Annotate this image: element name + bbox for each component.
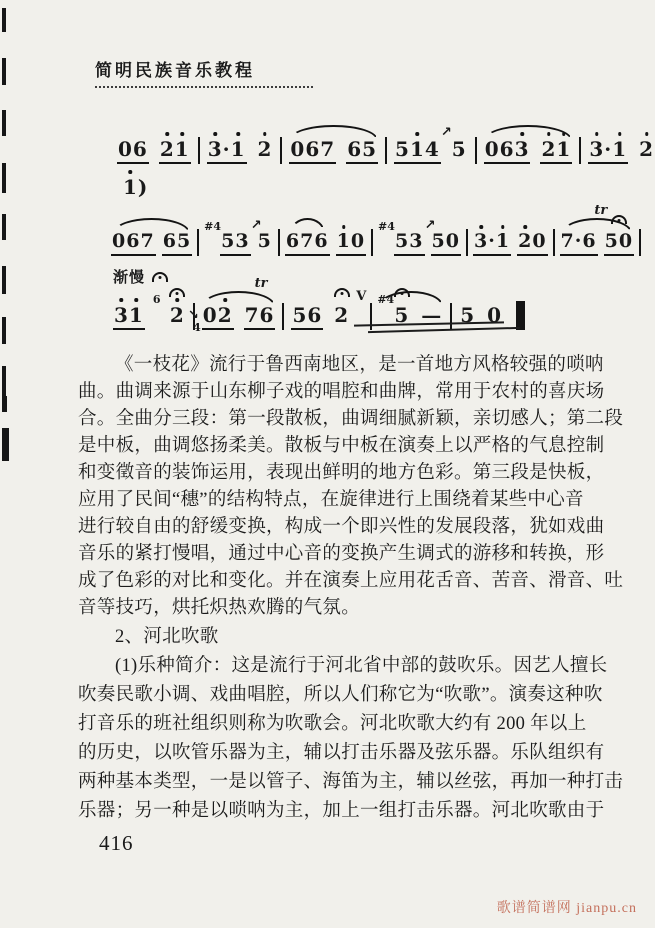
tempo-label: 渐慢 <box>113 270 146 286</box>
paragraph-line: 曲。曲调来源于山东柳子戏的唱腔和曲牌，常用于农村的喜庆场 <box>78 382 605 402</box>
note: 5 <box>460 303 476 327</box>
note: 3 · 1 <box>207 139 247 164</box>
watermark: 歌谱简谱网 jianpu.cn <box>496 901 637 916</box>
barline <box>282 303 284 330</box>
note-group <box>108 232 195 256</box>
grace-note: 6 <box>152 293 161 306</box>
note: 6 5 <box>346 139 378 164</box>
paragraph-line: 应用了民间“穗”的结构特点，在旋律进行上围绕着某些中心音 <box>78 490 584 510</box>
paragraph-line: (1)乐种简介：这是流行于河北省中部的鼓吹乐。因艺人擅长 <box>115 656 608 676</box>
binding-mark <box>2 366 6 396</box>
note: 0 6 3 <box>484 139 531 164</box>
note: 3 1 <box>113 305 145 330</box>
grace-note: #4 <box>377 293 395 306</box>
slide-up-arrow-icon: ↗ <box>250 218 263 234</box>
trill-mark: tr <box>594 203 608 219</box>
book-title: 简明民族音乐教程 <box>95 61 255 80</box>
note: 5 0 <box>604 232 634 256</box>
fermata-icon <box>169 288 185 297</box>
note: 7 6 tr <box>244 305 276 330</box>
note: 2 6 ↘ 4 <box>169 305 186 330</box>
note: 5 3 #4 ↗ <box>394 232 424 256</box>
fermata-icon <box>152 272 168 282</box>
note: 1 ) <box>123 175 149 199</box>
barline <box>579 137 581 164</box>
note: 0 6 7 <box>289 139 336 164</box>
binding-mark <box>2 110 6 136</box>
note: 0 6 <box>117 139 149 164</box>
fermata-icon <box>394 288 410 297</box>
note: 5 #4 <box>393 305 410 330</box>
paragraph-line: 吹奏民歌小调、戏曲唱腔，所以人们称它为“吹歌”。演奏这种吹 <box>78 685 603 705</box>
breath-mark: V <box>356 289 368 304</box>
paragraph-line: 《一枝花》流行于鲁西南地区，是一首地方风格较强的唢呐 <box>115 355 604 375</box>
note: 6 7 6 <box>285 232 330 256</box>
slide-up-arrow-icon: ↗ <box>424 218 437 234</box>
note-group <box>374 293 448 330</box>
binding-mark <box>2 8 6 32</box>
paragraph-line: 两种基本类型，一是以管子、海笛为主，辅以丝弦，再加一种打击 <box>78 772 624 792</box>
paragraph-line: 进行较自由的舒缓变换，构成一个即兴性的发展段落，犹如戏曲 <box>78 517 605 537</box>
tempo-label-row <box>113 266 168 287</box>
paragraph-line: 音等技巧，烘托炽热欢腾的气氛。 <box>78 598 361 618</box>
note: 3 · 1 <box>473 232 511 256</box>
music-line-1-continuation <box>117 160 154 202</box>
note: 7 · 6 <box>560 232 598 256</box>
note: 2 <box>257 137 273 161</box>
music-line-2 <box>108 203 643 256</box>
note: 2 1 <box>159 139 191 164</box>
binding-mark <box>2 163 6 193</box>
note-group <box>284 139 383 164</box>
dotted-divider <box>95 86 313 88</box>
paragraph-line: 合。全曲分三段：第一段散板，曲调细腻新颖，亲切感人；第二段 <box>78 409 624 429</box>
note: 5 <box>257 230 272 253</box>
note: 6 5 <box>162 232 192 256</box>
page-header <box>95 56 313 88</box>
note: 2 0 <box>517 232 547 256</box>
section-heading: 2、河北吹歌 <box>115 627 219 647</box>
paragraph-line: 乐器；另一种是以唢呐为主，加上一组打击乐器。河北吹歌由于 <box>78 801 605 821</box>
barline <box>371 229 373 256</box>
note: 0 2 <box>202 305 234 330</box>
small-note: 4 <box>193 321 202 334</box>
paragraph-line: 和变徵音的装饰运用，表现出鲜明的地方色彩。第三段是快板， <box>78 463 605 483</box>
binding-mark <box>2 317 6 344</box>
note-group <box>479 139 578 164</box>
note: 5 1 4 ↗ <box>394 139 441 164</box>
note: 2 <box>639 137 655 161</box>
paragraph-line: 音乐的紧打慢唱，通过中心音的变换产生调式的游移和转换，形 <box>78 544 605 564</box>
barline <box>385 137 387 164</box>
barline <box>197 229 199 256</box>
paragraph-line: 成了色彩的对比和变化。并在演奏上应用花舌音、苦音、滑音、吐 <box>78 571 624 591</box>
fermata-icon <box>334 288 350 297</box>
note: 5 3 #4 ↗ <box>220 232 250 256</box>
slide-down-arrow-icon: ↘ <box>187 308 200 323</box>
binding-mark <box>2 428 9 461</box>
music-line-1 <box>112 122 655 164</box>
barline <box>466 229 468 256</box>
note: 5 6 <box>291 305 323 330</box>
note: 1 0 <box>336 232 366 256</box>
note: 5 0 <box>431 232 461 256</box>
final-barline <box>516 301 525 330</box>
note: — <box>421 303 443 327</box>
note: 3 · 1 <box>588 139 628 164</box>
barline <box>278 229 280 256</box>
binding-mark <box>2 396 7 412</box>
paragraph-line: 打音乐的班社组织则称为吹歌会。河北吹歌大约有 200 年以上 <box>78 714 587 734</box>
body-text <box>78 352 624 826</box>
paragraph-line: 是中板，曲调悠扬柔美。散板与中板在演奏上以严格的气息控制 <box>78 436 605 456</box>
slide-up-arrow-icon: ↗ <box>440 125 453 140</box>
fermata-icon <box>611 215 627 224</box>
note: 0 <box>487 303 503 327</box>
note: 2 <box>333 305 350 330</box>
binding-mark <box>2 266 6 294</box>
paragraph-yizhihua <box>78 352 624 622</box>
grace-note: #4 <box>378 220 395 234</box>
barline <box>475 137 477 164</box>
page-number: 416 <box>99 831 134 855</box>
barline <box>450 303 452 330</box>
barline <box>553 229 555 256</box>
grace-note: #4 <box>204 220 222 234</box>
note: 5 <box>451 137 467 161</box>
barline <box>639 229 641 256</box>
binding-mark <box>2 214 6 240</box>
trill-mark: tr <box>254 276 268 291</box>
note: 2 1 <box>540 139 572 164</box>
note-group <box>557 203 638 256</box>
paragraph-line: 的历史，以吹管乐器为主，辅以打击乐器及弦乐器。乐队组织有 <box>78 743 605 763</box>
paragraph-hebei <box>78 652 624 826</box>
note: 0 6 7 <box>111 232 156 256</box>
barline <box>280 137 282 164</box>
binding-mark <box>2 58 6 85</box>
note-group <box>197 276 281 330</box>
barline <box>198 137 200 164</box>
